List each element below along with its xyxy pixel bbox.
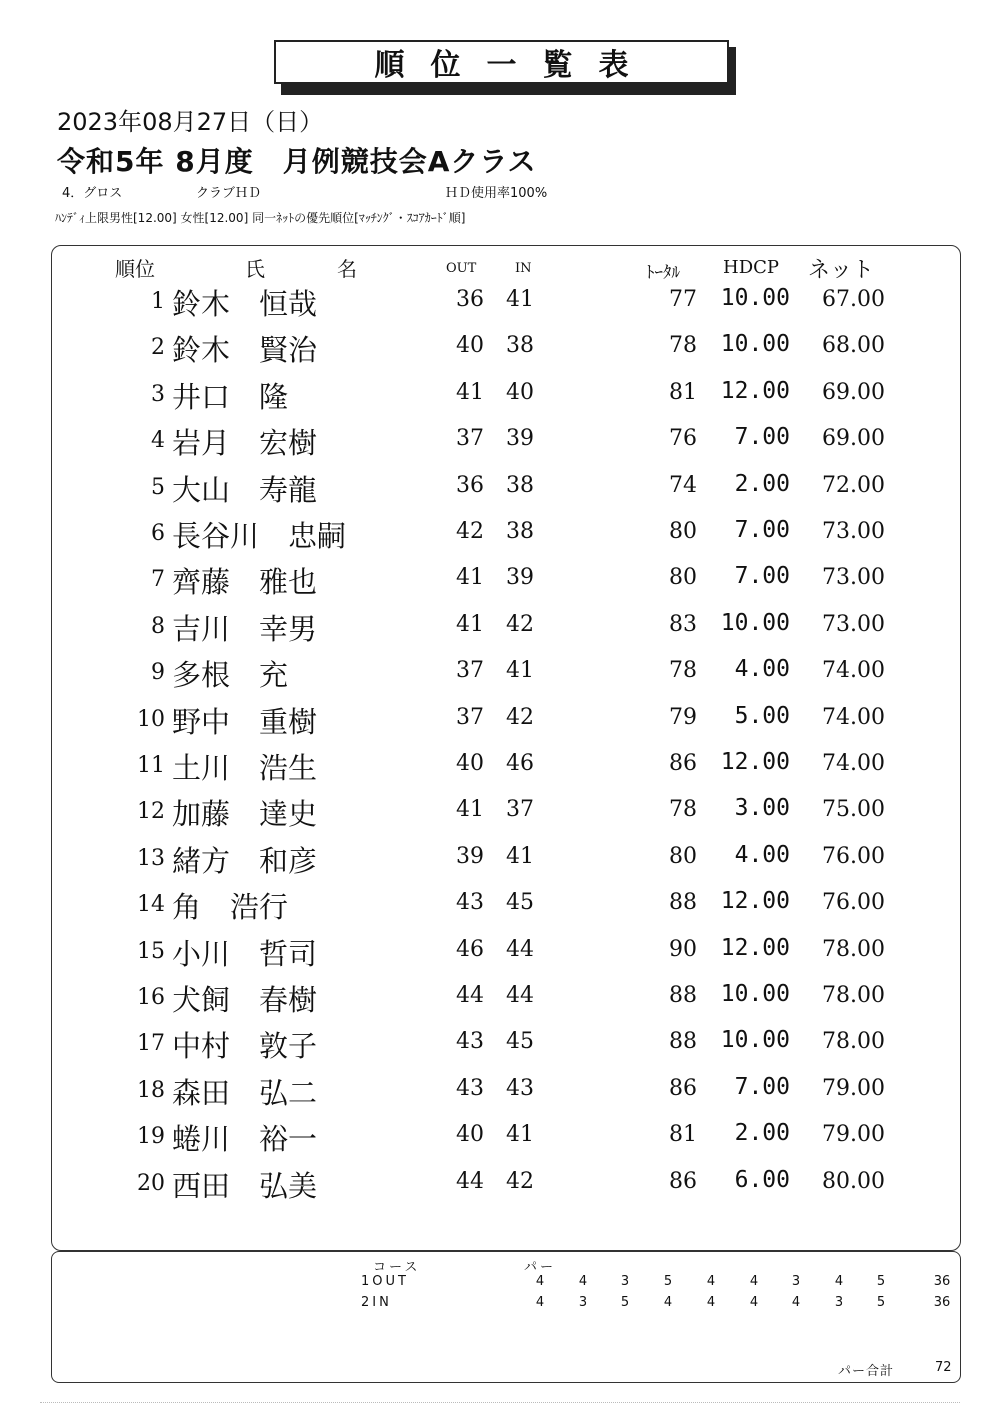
rank-cell: 13 [137, 845, 165, 871]
in-cell: 45 [506, 1029, 534, 1055]
table-row [0, 376, 1000, 422]
hdcp-cell: 4.00 [734, 656, 790, 683]
total-cell: 88 [669, 983, 697, 1008]
header-in: IN [515, 261, 532, 276]
scoring-type: 4．グロス [62, 186, 123, 201]
hdcp-cell: 4.00 [734, 841, 790, 868]
hdcp-cell: 12.00 [720, 749, 790, 775]
rank-cell: 3 [151, 381, 165, 407]
par-label: パー [524, 1260, 557, 1275]
rank-cell: 20 [137, 1170, 165, 1196]
event-name: 令和5年 8月度 月例競技会Aクラス [57, 145, 537, 178]
header-rank: 順位 [115, 257, 155, 281]
total-cell: 90 [669, 936, 697, 962]
table-row [0, 886, 1000, 932]
net-cell: 79.00 [822, 1122, 885, 1148]
rank-cell: 15 [137, 938, 165, 964]
handicap-rate: ＨＤ使用率100% [445, 186, 548, 201]
out-cell: 41 [456, 379, 484, 405]
rank-cell: 6 [151, 521, 165, 546]
hole-par: 4 [749, 1295, 759, 1310]
in-cell: 40 [506, 379, 534, 405]
name-cell: 蜷川 裕一 [172, 1122, 318, 1157]
table-row [0, 1072, 1000, 1118]
rank-cell: 11 [137, 753, 165, 778]
rank-cell: 14 [137, 892, 165, 918]
name-cell: 岩月 宏樹 [172, 426, 318, 461]
net-cell: 69.00 [822, 426, 885, 452]
out-cell: 42 [456, 519, 484, 544]
table-row [0, 329, 1000, 375]
handicap-limits: ﾊﾝﾃﾞｨ上限男性[12.00] 女性[12.00] 同一ﾈｯﾄの優先順位[ﾏｯﾁﾝｸﾞ・ｽｺｱｶｰﾄﾞ順] [55, 211, 466, 225]
rank-cell: 18 [137, 1077, 165, 1103]
out-cell: 43 [456, 890, 484, 916]
rank-cell: 10 [137, 706, 165, 732]
out-cell: 43 [456, 1075, 484, 1101]
header-out: OUT [446, 261, 477, 276]
name-cell: 土川 浩生 [172, 751, 318, 785]
total-cell: 81 [669, 379, 697, 405]
name-cell: 井口 隆 [172, 379, 289, 414]
table-row [0, 1165, 1000, 1211]
out-cell: 37 [456, 704, 484, 730]
table-row [0, 654, 1000, 700]
net-cell: 78.00 [822, 1029, 885, 1055]
out-cell: 39 [456, 843, 484, 869]
hdcp-cell: 10.00 [720, 1027, 790, 1054]
net-cell: 76.00 [822, 890, 885, 916]
in-cell: 42 [506, 1168, 534, 1194]
name-cell: 鈴木 賢治 [172, 333, 318, 368]
total-cell: 78 [669, 333, 697, 359]
total-cell: 88 [669, 1029, 697, 1055]
net-cell: 72.00 [822, 472, 885, 498]
out-cell: 37 [456, 426, 484, 452]
header-total: ﾄｰﾀﾙ [646, 263, 680, 283]
table-row [0, 283, 1000, 329]
header-hdcp: HDCP [723, 257, 780, 278]
hole-par: 3 [834, 1295, 844, 1310]
name-cell: 齊藤 雅也 [172, 565, 318, 600]
net-cell: 67.00 [822, 287, 885, 312]
out-cell: 43 [456, 1029, 484, 1055]
title-box [274, 40, 729, 84]
in-cell: 44 [506, 983, 534, 1008]
in-cell: 37 [506, 797, 534, 823]
in-cell: 44 [506, 936, 534, 962]
total-cell: 78 [669, 797, 697, 823]
par-total-value: 72 [935, 1360, 952, 1375]
total-cell: 77 [669, 287, 697, 312]
in-cell: 43 [506, 1075, 534, 1101]
net-cell: 78.00 [822, 936, 885, 962]
in-cell: 41 [506, 287, 534, 312]
name-cell: 大山 寿龍 [172, 472, 318, 507]
out-cell: 41 [456, 611, 484, 637]
hole-par: 5 [620, 1295, 630, 1310]
name-cell: 多根 充 [172, 658, 289, 693]
rank-cell: 17 [137, 1031, 165, 1057]
par-total-label: パー合計 [838, 1364, 895, 1379]
rank-cell: 12 [137, 799, 165, 825]
name-cell: 吉川 幸男 [172, 611, 318, 646]
in-cell: 38 [506, 472, 534, 498]
hdcp-cell: 10.00 [720, 981, 790, 1007]
hole-par: 4 [535, 1274, 545, 1289]
net-cell: 78.00 [822, 983, 885, 1008]
hole-par: 4 [706, 1274, 716, 1289]
net-cell: 68.00 [822, 333, 885, 359]
hole-par: 4 [749, 1274, 759, 1289]
hdcp-cell: 7.00 [734, 563, 790, 590]
hdcp-cell: 3.00 [734, 795, 790, 822]
in-cell: 41 [506, 843, 534, 869]
name-cell: 西田 弘美 [172, 1168, 318, 1203]
in-cell: 39 [506, 565, 534, 591]
table-row [0, 979, 1000, 1025]
in-cell: 41 [506, 1122, 534, 1148]
page-title: 順位一覧表 [374, 48, 655, 83]
table-row [0, 793, 1000, 839]
hdcp-cell: 10.00 [720, 609, 790, 636]
total-cell: 74 [669, 472, 697, 498]
total-cell: 83 [669, 611, 697, 637]
rank-cell: 8 [151, 613, 165, 639]
table-row [0, 1118, 1000, 1164]
total-cell: 79 [669, 704, 697, 730]
rank-cell: 5 [151, 474, 165, 500]
hole-par: 4 [706, 1295, 716, 1310]
hdcp-cell: 10.00 [720, 331, 790, 358]
total-cell: 86 [669, 1075, 697, 1101]
total-cell: 78 [669, 658, 697, 684]
rank-cell: 2 [151, 335, 165, 361]
out-cell: 36 [456, 472, 484, 498]
table-row [0, 1025, 1000, 1071]
rank-cell: 7 [151, 567, 165, 593]
net-cell: 74.00 [822, 658, 885, 684]
out-cell: 40 [456, 751, 484, 776]
rank-cell: 9 [151, 660, 165, 686]
bottom-divider [40, 1402, 960, 1403]
table-row [0, 840, 1000, 886]
handicap-type: クラブＨＤ [196, 186, 262, 201]
net-cell: 76.00 [822, 843, 885, 869]
course-label: コース [373, 1260, 421, 1275]
name-cell: 長谷川 忠嗣 [172, 519, 347, 553]
total-cell: 86 [669, 1168, 697, 1194]
in-cell: 42 [506, 704, 534, 730]
hdcp-cell: 12.00 [720, 934, 790, 961]
hdcp-cell: 12.00 [720, 888, 790, 915]
hole-par: 5 [876, 1295, 886, 1310]
net-cell: 80.00 [822, 1168, 885, 1194]
name-cell: 緒方 和彦 [172, 843, 318, 878]
name-cell: 鈴木 恒哉 [172, 287, 318, 321]
net-cell: 73.00 [822, 611, 885, 637]
rank-cell: 4 [151, 428, 165, 454]
table-row [0, 469, 1000, 515]
hole-par: 4 [578, 1274, 588, 1289]
table-row [0, 515, 1000, 561]
header-name-1: 氏 [245, 257, 265, 281]
total-cell: 80 [669, 565, 697, 591]
hole-par: 4 [834, 1274, 844, 1289]
net-cell: 79.00 [822, 1075, 885, 1101]
rank-cell: 19 [137, 1124, 165, 1150]
table-row [0, 561, 1000, 607]
header-name-2: 名 [337, 257, 357, 281]
name-cell: 犬飼 春樹 [172, 983, 318, 1017]
out-cell: 41 [456, 565, 484, 591]
hole-par: 4 [791, 1295, 801, 1310]
course-panel [51, 1251, 961, 1383]
net-cell: 74.00 [822, 704, 885, 730]
event-date: 2023年08月27日（日） [57, 108, 324, 136]
hdcp-cell: 6.00 [734, 1166, 790, 1193]
course-par-total: 36 [933, 1274, 951, 1289]
hdcp-cell: 7.00 [734, 517, 790, 543]
table-row [0, 933, 1000, 979]
total-cell: 88 [669, 890, 697, 916]
rank-cell: 16 [137, 985, 165, 1010]
course-name: 1OUT [361, 1274, 409, 1289]
total-cell: 81 [669, 1122, 697, 1148]
hdcp-cell: 5.00 [734, 702, 790, 729]
name-cell: 野中 重樹 [172, 704, 318, 739]
table-row [0, 701, 1000, 747]
hdcp-cell: 7.00 [734, 424, 790, 451]
hole-par: 3 [578, 1295, 588, 1310]
hdcp-cell: 2.00 [734, 1120, 790, 1147]
table-row [0, 422, 1000, 468]
hole-par: 4 [535, 1295, 545, 1310]
name-cell: 森田 弘二 [172, 1075, 318, 1110]
out-cell: 44 [456, 1168, 484, 1194]
total-cell: 80 [669, 843, 697, 869]
total-cell: 86 [669, 751, 697, 776]
name-cell: 角 浩行 [172, 890, 289, 925]
hdcp-cell: 2.00 [734, 470, 790, 497]
out-cell: 40 [456, 1122, 484, 1148]
name-cell: 中村 敦子 [172, 1029, 318, 1064]
net-cell: 69.00 [822, 379, 885, 405]
in-cell: 42 [506, 611, 534, 637]
hdcp-cell: 12.00 [720, 377, 790, 404]
net-cell: 73.00 [822, 565, 885, 591]
hole-par: 3 [620, 1274, 630, 1289]
hole-par: 5 [663, 1274, 673, 1289]
table-row [0, 608, 1000, 654]
name-cell: 小川 哲司 [172, 936, 318, 971]
name-cell: 加藤 達史 [172, 797, 318, 832]
out-cell: 46 [456, 936, 484, 962]
net-cell: 73.00 [822, 519, 885, 544]
out-cell: 40 [456, 333, 484, 359]
out-cell: 37 [456, 658, 484, 684]
hdcp-cell: 10.00 [720, 285, 790, 311]
out-cell: 44 [456, 983, 484, 1008]
total-cell: 80 [669, 519, 697, 544]
in-cell: 38 [506, 333, 534, 359]
header-net: ネット [808, 258, 875, 283]
in-cell: 39 [506, 426, 534, 452]
net-cell: 74.00 [822, 751, 885, 776]
hdcp-cell: 7.00 [734, 1073, 790, 1100]
out-cell: 36 [456, 287, 484, 312]
table-row [0, 747, 1000, 793]
total-cell: 76 [669, 426, 697, 452]
in-cell: 46 [506, 751, 534, 776]
course-name: 2IN [361, 1295, 392, 1310]
course-par-total: 36 [933, 1295, 951, 1310]
in-cell: 38 [506, 519, 534, 544]
hole-par: 5 [876, 1274, 886, 1289]
rank-cell: 1 [151, 289, 165, 314]
in-cell: 45 [506, 890, 534, 916]
out-cell: 41 [456, 797, 484, 823]
hole-par: 4 [663, 1295, 673, 1310]
hole-par: 3 [791, 1274, 801, 1289]
net-cell: 75.00 [822, 797, 885, 823]
in-cell: 41 [506, 658, 534, 684]
